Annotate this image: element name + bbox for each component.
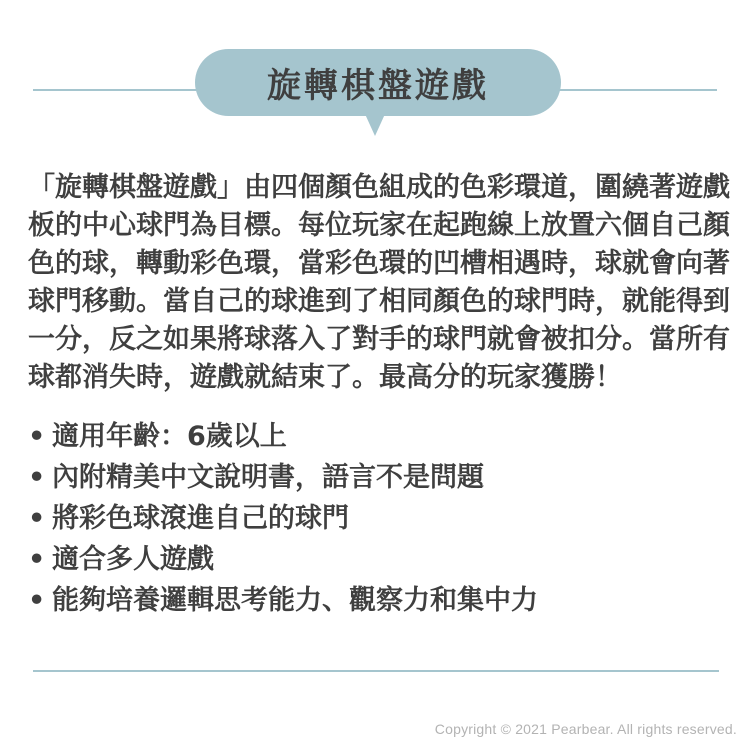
description-line: 「旋轉棋盤遊戲」由四個顏色組成的色彩環道，圍繞著遊戲 [28, 172, 730, 203]
product-description [28, 169, 738, 397]
bullet-icon: • [28, 585, 46, 616]
copyright-text: Copyright © 2021 Pearbear. All rights reserved. [434, 721, 737, 737]
bullet-icon: • [28, 421, 46, 452]
bullet-icon: • [28, 544, 46, 575]
bullet-icon: • [28, 503, 46, 534]
feature-text: 將彩色球滾進自己的球門 [52, 503, 349, 534]
description-line: 板的中心球門為目標。每位玩家在起跑線上放置六個自己顏 [28, 210, 730, 241]
list-item [28, 580, 738, 621]
feature-text: 能夠培養邏輯思考能力、觀察力和集中力 [52, 585, 538, 616]
list-item [28, 539, 738, 580]
list-item [28, 416, 738, 457]
description-line: 球都消失時，遊戲就結束了。最高分的玩家獲勝！ [28, 362, 622, 393]
title-badge [195, 49, 561, 116]
list-item [28, 498, 738, 539]
list-item [28, 457, 738, 498]
description-line: 一分，反之如果將球落入了對手的球門就會被扣分。當所有 [28, 324, 730, 355]
feature-text: 內附精美中文說明書，語言不是問題 [52, 462, 484, 493]
badge-pointer-icon [365, 114, 385, 136]
bullet-icon: • [28, 462, 46, 493]
description-line: 色的球，轉動彩色環，當彩色環的凹槽相遇時，球就會向著 [28, 248, 730, 279]
footer-divider [33, 670, 719, 672]
description-line: 球門移動。當自己的球進到了相同顏色的球門時，就能得到 [28, 286, 730, 317]
feature-list [28, 416, 738, 621]
page-title: 旋轉棋盤遊戲 [267, 66, 489, 106]
feature-text: 適用年齡：6歲以上 [52, 421, 287, 452]
feature-text: 適合多人遊戲 [52, 544, 214, 575]
